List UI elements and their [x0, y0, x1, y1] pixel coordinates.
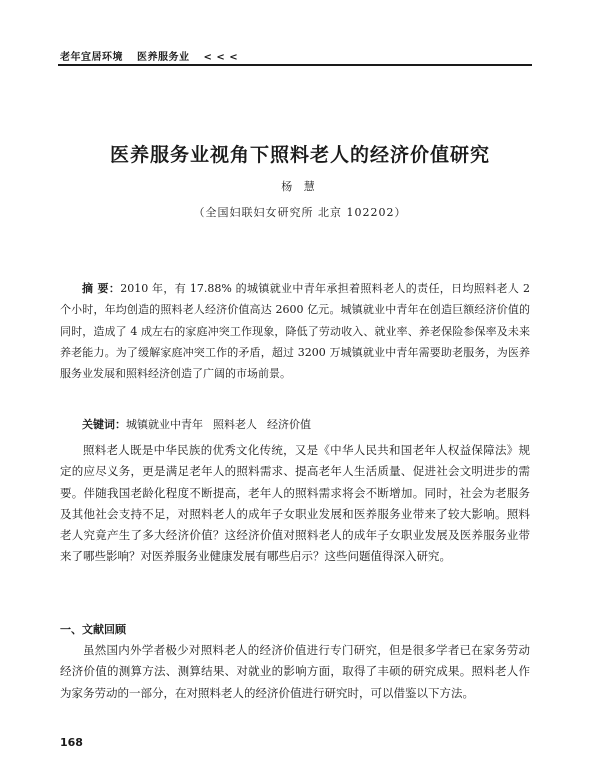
keywords	[60, 414, 530, 435]
article-author: 杨 慧	[281, 180, 319, 193]
keywords-label: 关键词：	[82, 418, 126, 431]
header-journal: 老年宜居环境	[60, 52, 123, 63]
keyword-item: 城镇就业中青年	[126, 418, 203, 431]
abstract-text: 2010 年，有 17.88% 的城镇就业中青年承担着照料老人的责任，日均照料老人 2 个小时，年均创造的照料老人经济价值高达 2600 亿元。城镇就业中青年在创造巨额经济价值的同时，造成了 4 成左右的家庭冲突工作现象，降低了劳动收入、就业率、养老保险参保率及未来养老能力。为了缓解家庭冲突工作的矛盾，超过 3200 万城镇就业中青年需要助老服务，为医养服务业发展和照料经济创造了广阔的市场前景。	[60, 282, 530, 381]
header-column: 医养服务业	[136, 52, 190, 63]
abstract-label: 摘 要：	[82, 282, 121, 295]
keyword-item: 经济价值	[267, 418, 311, 431]
abstract	[60, 278, 530, 384]
section-paragraph: 虽然国内外学者极少对照料老人的经济价值进行专门研究，但是很多学者已在家务劳动经济价值的测算方法、测算结果、对就业的影响方面，取得了丰硕的研究成果。照料老人作为家务劳动的一部分，在对照料老人的经济价值进行研究时，可以借鉴以下方法。	[60, 643, 530, 700]
header-rule	[58, 64, 532, 66]
running-header	[60, 48, 530, 63]
keyword-item: 照料老人	[213, 418, 257, 431]
header-marker: < < <	[203, 52, 239, 63]
author-affiliation: （全国妇联妇女研究所 北京 102202）	[193, 206, 407, 219]
page-number: 168	[60, 736, 83, 749]
article-title: 医养服务业视角下照料老人的经济价值研究	[109, 144, 490, 166]
intro-paragraph: 照料老人既是中华民族的优秀文化传统，又是《中华人民共和国老年人权益保障法》规定的应尽义务，更是满足老年人的照料需求、提高老年人生活质量、促进社会文明进步的需要。伴随我国老龄化程度不断提高，老年人的照料需求将会不断增加。同时，社会为老服务及其他社会支持不足，对照料老人的成年子女职业发展和医养服务业带来了较大影响。照料老人究竟产生了多大经济价值？这经济价值对照料老人的成年子女职业发展及医养服务业带来了哪些影响？对医养服务业健康发展有哪些启示？这些问题值得深入研究。	[60, 443, 530, 564]
section-heading: 一、文献回顾	[60, 623, 126, 636]
